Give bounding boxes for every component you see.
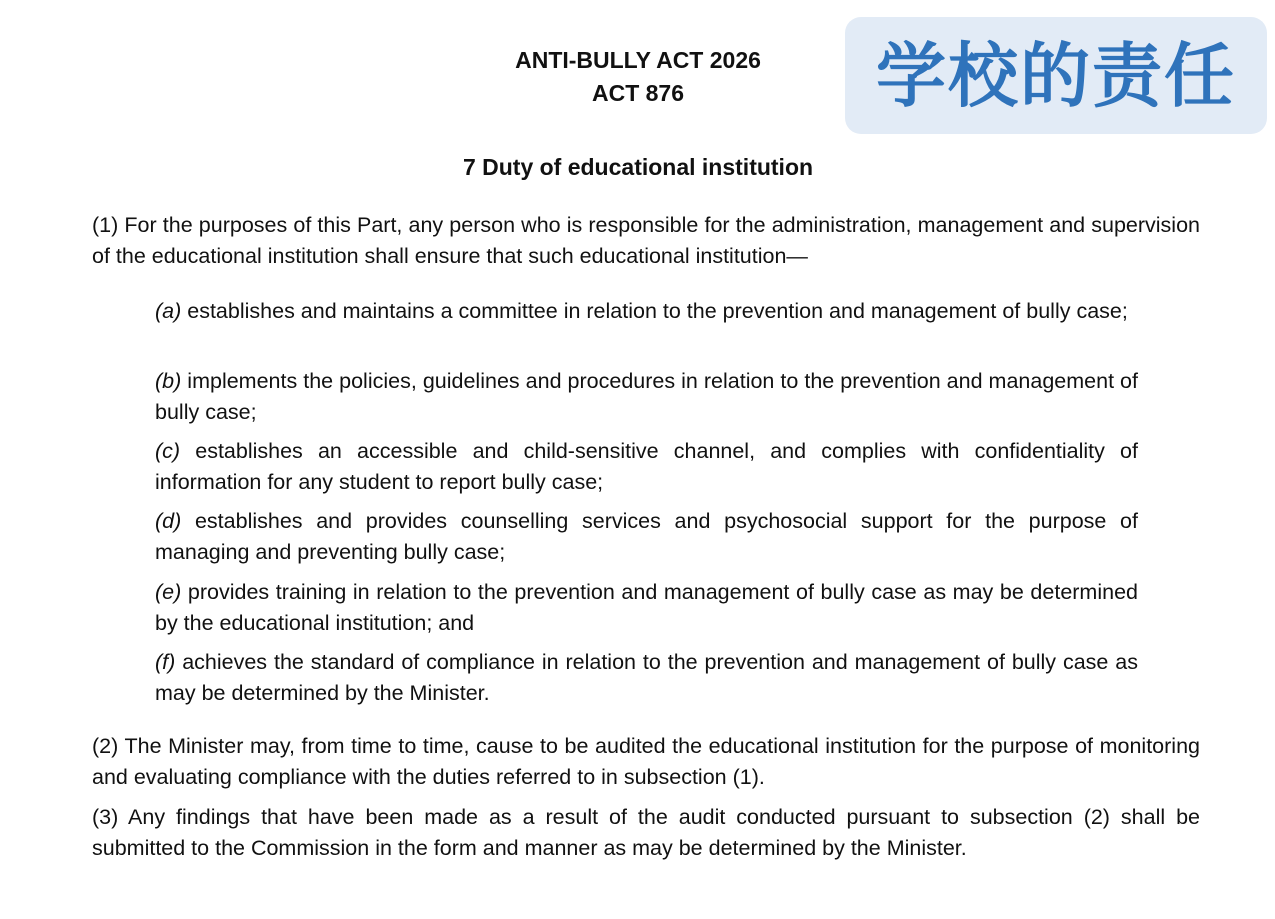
act-header (438, 44, 838, 110)
item-marker: (d) (155, 509, 182, 533)
item-text: establishes an accessible and child-sensitive channel, and complies with confidentiality of information for any student to report bully case; (155, 439, 1138, 494)
subsection-2: (2) The Minister may, from time to time, cause to be audited the educational institution for the purpose of monitoring and evaluating compliance with the duties referred to in subsection (1). (92, 734, 1200, 789)
item-marker: (e) (155, 580, 182, 604)
item-d (155, 506, 1138, 568)
item-marker: (b) (155, 369, 182, 393)
act-title: ANTI-BULLY ACT 2026 (515, 47, 761, 73)
chinese-title-badge (845, 17, 1267, 134)
item-marker: (a) (155, 299, 182, 323)
item-marker: (f) (155, 650, 176, 674)
item-text: establishes and maintains a committee in relation to the prevention and management of bully case; (181, 299, 1128, 323)
item-f (155, 647, 1138, 709)
subsection-1: (1) For the purposes of this Part, any person who is responsible for the administration, management and supervision of the educational institution shall ensure that such educational institution— (92, 213, 1200, 268)
item-text: provides training in relation to the prevention and management of bully case as may be determined by the educational institution; and (155, 580, 1138, 635)
item-text: establishes and provides counselling services and psychosocial support for the purpose of managing and preventing bully case; (155, 509, 1138, 564)
item-b (155, 366, 1138, 428)
item-e (155, 577, 1138, 639)
item-c (155, 436, 1138, 498)
item-a (155, 296, 1138, 327)
badge-text: 学校的责任 (876, 34, 1236, 117)
subsection-3: (3) Any findings that have been made as a result of the audit conducted pursuant to subsection (2) shall be submitted to the Commission in the form and manner as may be determined by the Minister. (92, 805, 1200, 860)
item-text: achieves the standard of compliance in relation to the prevention and management of bully case as may be determined by the Minister. (155, 650, 1138, 705)
act-number: ACT 876 (591, 80, 685, 106)
item-text: implements the policies, guidelines and procedures in relation to the prevention and management of bully case; (155, 369, 1138, 424)
item-marker: (c) (155, 439, 181, 463)
section-title: 7 Duty of educational institution (462, 154, 814, 180)
